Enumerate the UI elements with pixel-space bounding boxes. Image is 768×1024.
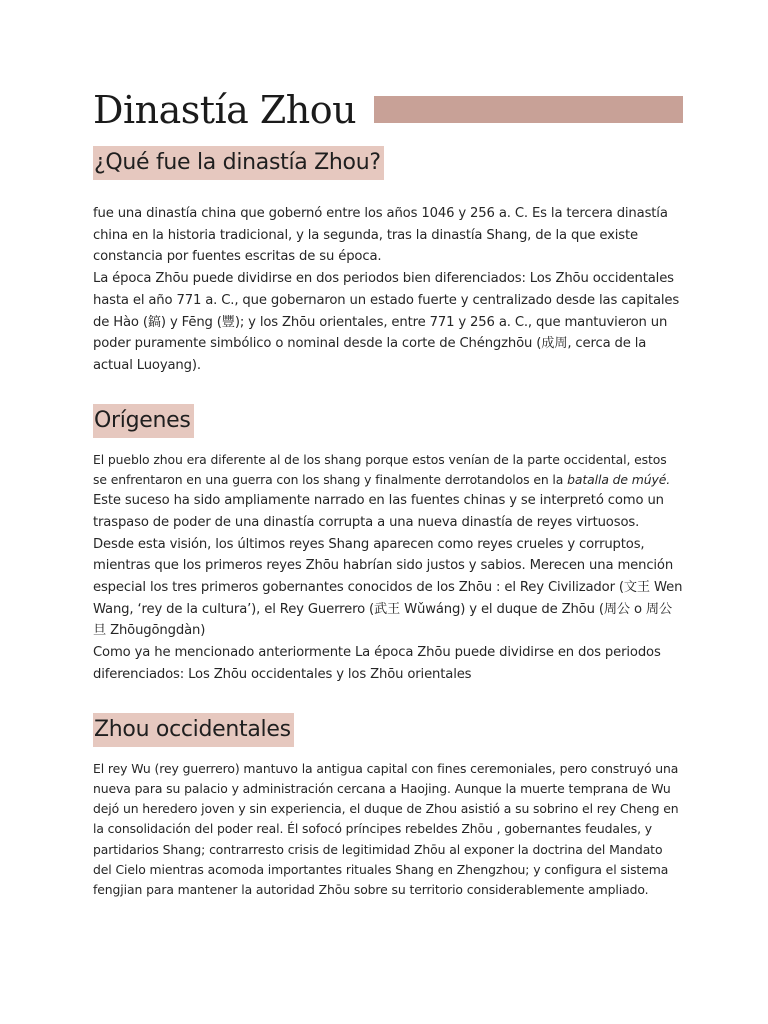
section-zhou-occidentales — [93, 686, 683, 901]
section-heading: Orígenes — [93, 404, 194, 438]
section-body — [93, 203, 683, 377]
section-body — [93, 759, 683, 901]
paragraph: La época Zhōu puede dividirse en dos periodos bien diferenciados: Los Zhōu occidentales hasta el año 771 a. C., que gobernaron un estado fuerte y centralizado desde las capitales de Hào (鎬) y Fēng (豐); y los Zhōu orientales, entre 771 y 256 a. C., que mantuvieron un poder puramente simbólico o nominal desde la corte de Chéngzhōu (成周, cerca de la actual Luoyang). — [93, 271, 680, 373]
paragraph: fue una dinastía china que gobernó entre los años 1046 y 256 a. C. Es la tercera dinastía china en la historia tradicional, y la segunda, tras la dinastía Shang, de la que existe constancia por fuentes escritas de su época. — [93, 206, 668, 265]
title-row — [93, 88, 683, 132]
paragraph: Este suceso ha sido ampliamente narrado en las fuentes chinas y se interpretó como un traspaso de poder de una dinastía corrupta a una nueva dinastía de reyes virtuosos. Desde esta visión, los últimos reyes Shang aparecen como reyes crueles y corruptos, mientras que los primeros reyes Zhōu habrían sido justos y sabios. Merecen una mención especial los tres primeros gobernantes conocidos de los Zhōu : el Rey Civilizador (文王 Wen Wang, ‘rey de la cultura’), el Rey Guerrero (武王 Wǔwáng) y el duque de Zhōu (周公 o 周公旦 Zhōugōngdàn) — [93, 493, 683, 639]
title-accent-bar — [374, 96, 683, 123]
paragraph: El rey Wu (rey guerrero) mantuvo la antigua capital con fines ceremoniales, pero construyó una nueva para su palacio y administración cercana a Haojing. Aunque la muerte temprana de Wu dejó un heredero joven y sin experiencia, el duque de Zhou asistió a su sobrino el rey Cheng en la consolidación del poder real. Él sofocó príncipes rebeldes Zhōu , gobernantes feudales, y partidarios Shang; contrarresto crisis de legitimidad Zhōu al exponer la doctrina del Mandato del Cielo mientras acomoda importantes rituales Shang en Zhengzhou; y configura el sistema fengjian para mantener la autoridad Zhōu sobre su territorio considerablemente ampliado. — [93, 760, 679, 898]
section-origenes — [93, 377, 683, 686]
paragraph-intro-italic: batalla de múyé. — [567, 471, 671, 487]
paragraph-intro-text: El pueblo zhou era diferente al de los shang porque estos venían de la parte occidental, estos se enfrentaron en una guerra con los shang y finalmente derrotandolos en la — [93, 451, 667, 487]
paragraph-intro — [93, 450, 683, 491]
section-que-fue — [93, 146, 683, 377]
section-heading: ¿Qué fue la dinastía Zhou? — [93, 146, 384, 180]
section-heading: Zhou occidentales — [93, 713, 294, 747]
document-page — [93, 88, 683, 901]
document-title: Dinastía Zhou — [93, 88, 357, 132]
paragraph: Como ya he mencionado anteriormente La época Zhōu puede dividirse en dos periodos diferenciados: Los Zhōu occidentales y los Zhōu orientales — [93, 645, 661, 682]
section-body — [93, 450, 683, 686]
